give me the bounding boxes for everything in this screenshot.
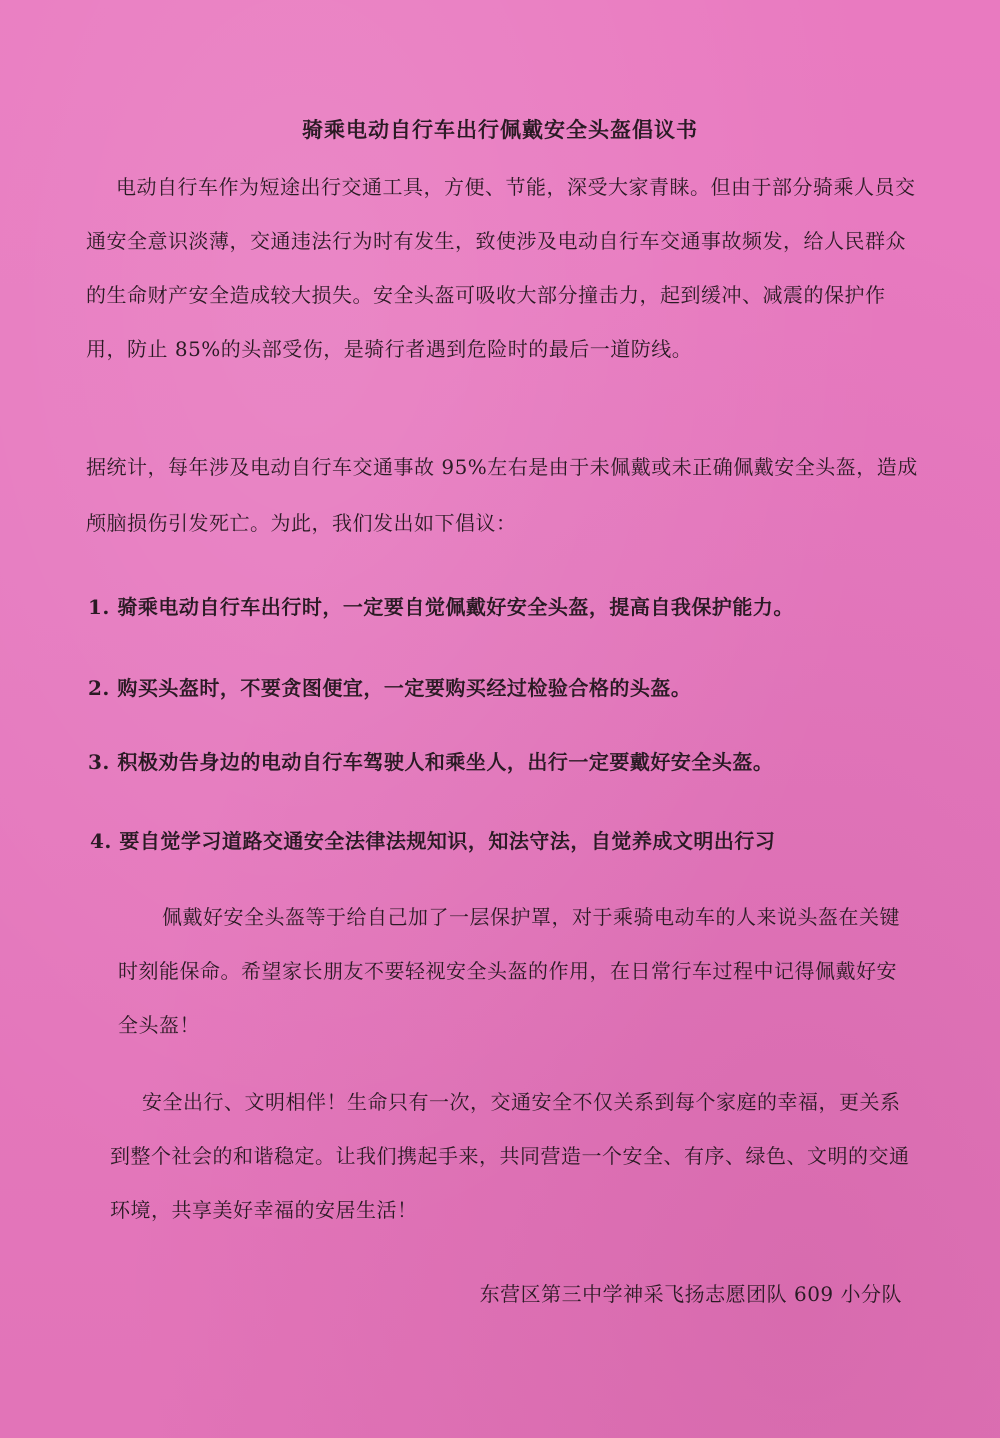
proposal-item-2: 2. 购买头盔时，不要贪图便宜，一定要购买经过检验合格的头盔。 (88, 676, 692, 700)
statistics-paragraph: 据统计，每年涉及电动自行车交通事故 95%左右是由于未佩戴或未正确佩戴安全头盔，造成颅脑损伤引发死亡。为此，我们发出如下倡议： (86, 455, 918, 535)
helmet-protection-paragraph: 佩戴好安全头盔等于给自己加了一层保护罩，对于乘骑电动车的人来说头盔在关键时刻能保命。希望家长朋友不要轻视安全头盔的作用，在日常行车过程中记得佩戴好安全头盔！ (118, 905, 900, 1037)
signature: 东营区第三中学神采飞扬志愿团队 609 小分队 (479, 1282, 902, 1306)
document-title: 骑乘电动自行车出行佩戴安全头盔倡议书 (302, 117, 698, 142)
proposal-item-4: 4. 要自觉学习道路交通安全法律法规知识，知法守法，自觉养成文明出行习 (90, 829, 776, 853)
proposal-item-3: 3. 积极劝告身边的电动自行车驾驶人和乘坐人，出行一定要戴好安全头盔。 (88, 750, 774, 774)
proposal-item-1: 1. 骑乘电动自行车出行时，一定要自觉佩戴好安全头盔，提高自我保护能力。 (88, 595, 794, 619)
intro-paragraph: 电动自行车作为短途出行交通工具，方便、节能，深受大家青睐。但由于部分骑乘人员交通安全意识淡薄，交通违法行为时有发生，致使涉及电动自行车交通事故频发，给人民群众的生命财产安全造成较大损失。安全头盔可吸收大部分撞击力，起到缓冲、减震的保护作用，防止 85%的头部受伤，是骑行者遇到危险时的最后一道防线。 (86, 175, 916, 361)
closing-paragraph: 安全出行、文明相伴！生命只有一次，交通安全不仅关系到每个家庭的幸福，更关系到整个社会的和谐稳定。让我们携起手来，共同营造一个安全、有序、绿色、文明的交通环境，共享美好幸福的安居生活！ (110, 1090, 910, 1222)
